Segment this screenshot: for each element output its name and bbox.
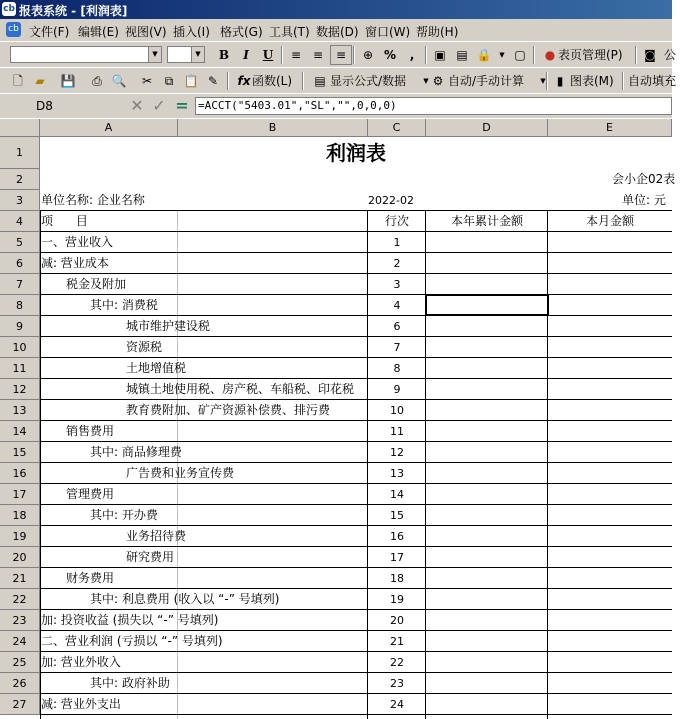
function-button[interactable]: 函数(L)	[252, 74, 293, 88]
ytd-amount-cell[interactable]	[426, 358, 548, 379]
ytd-amount-cell[interactable]	[426, 442, 548, 463]
line-number: 2	[393, 257, 401, 270]
line-number: 15	[390, 509, 404, 522]
align-center-icon[interactable]: ≡	[312, 48, 324, 62]
month-amount-cell[interactable]	[548, 673, 672, 694]
row-header[interactable]: 17	[0, 484, 40, 505]
row-header[interactable]: 25	[0, 652, 40, 673]
table-border	[40, 483, 672, 484]
ytd-amount-cell[interactable]	[426, 526, 548, 547]
currency-icon[interactable]: ⊕	[362, 48, 374, 62]
ytd-amount-cell[interactable]	[426, 337, 548, 358]
unit-underline	[40, 210, 178, 211]
ytd-amount-cell[interactable]	[426, 610, 548, 631]
month-amount-cell[interactable]	[548, 610, 672, 631]
separator	[227, 72, 229, 90]
header-item: 项 目	[41, 214, 88, 228]
row-header[interactable]: 1	[0, 137, 40, 169]
copy-icon[interactable]: ⧉	[164, 74, 174, 88]
column-header-b[interactable]: B	[178, 119, 368, 137]
row-header[interactable]: 19	[0, 526, 40, 547]
month-amount-cell[interactable]	[548, 484, 672, 505]
line-number: 23	[390, 677, 404, 690]
row-header[interactable]: 26	[0, 673, 40, 694]
line-number: 7	[393, 341, 401, 354]
ytd-amount-cell[interactable]	[426, 694, 548, 715]
item-label: 管理费用	[66, 487, 115, 501]
item-label: 研究费用	[126, 550, 175, 564]
cell-reference[interactable]: D8	[36, 99, 53, 113]
header-line-no: 行次	[384, 214, 409, 228]
separator	[546, 72, 548, 90]
camera-icon[interactable]: ◙	[644, 48, 656, 62]
menu-data[interactable]: 数据(D)	[316, 25, 359, 39]
item-label: 资源税	[126, 340, 163, 354]
line-number: 4	[393, 299, 401, 312]
font-name-combo[interactable]	[10, 46, 162, 63]
column-header-d[interactable]: D	[426, 119, 548, 137]
row-header[interactable]: 2	[0, 169, 40, 190]
grid-icon[interactable]: ▤	[456, 48, 468, 62]
item-label: 二、营业利润 (亏损以 “-” 号填列)	[41, 634, 223, 648]
format-toolbar	[0, 41, 676, 68]
line-number: 9	[393, 383, 401, 396]
ytd-amount-cell[interactable]	[426, 316, 548, 337]
ytd-amount-cell[interactable]	[426, 631, 548, 652]
month-amount-cell[interactable]	[548, 232, 672, 253]
table-border	[425, 210, 426, 719]
table-border	[40, 588, 672, 589]
line-number: 17	[390, 551, 404, 564]
paste-icon[interactable]: 📋	[183, 74, 199, 88]
month-amount-cell[interactable]	[548, 526, 672, 547]
item-label: 城市维护建设税	[126, 319, 211, 333]
row-header[interactable]: 22	[0, 589, 40, 610]
save-icon[interactable]: 💾	[60, 74, 76, 88]
column-header-e[interactable]: E	[548, 119, 672, 137]
menu-help[interactable]: 帮助(H)	[416, 25, 459, 39]
table-border	[40, 567, 672, 568]
line-number: 21	[390, 635, 404, 648]
line-number: 16	[390, 530, 404, 543]
table-border	[40, 399, 672, 400]
select-all-corner[interactable]	[0, 119, 40, 137]
window-icon[interactable]: ▢	[514, 48, 526, 62]
currency-unit: 单位: 元	[622, 193, 666, 207]
line-number: 20	[390, 614, 404, 627]
separator	[622, 72, 624, 90]
table-border	[40, 714, 672, 715]
line-number: 24	[390, 698, 404, 711]
row-header[interactable]: 5	[0, 232, 40, 253]
item-label: 加: 投资收益 (损失以 “-” 号填列)	[41, 613, 219, 627]
month-amount-cell[interactable]	[548, 358, 672, 379]
item-label: 财务费用	[66, 571, 115, 585]
spreadsheet-grid[interactable]	[0, 119, 676, 719]
item-label: 其中: 开办费	[90, 508, 158, 522]
align-right-icon[interactable]: ≡	[330, 45, 352, 65]
menu-format[interactable]: 格式(G)	[220, 25, 263, 39]
row-header[interactable]: 8	[0, 295, 40, 316]
month-amount-cell[interactable]	[548, 694, 672, 715]
separator	[635, 46, 637, 64]
item-label: 广告费和业务宣传费	[126, 466, 235, 480]
ytd-amount-cell[interactable]	[426, 505, 548, 526]
month-amount-cell[interactable]	[548, 316, 672, 337]
menu-edit[interactable]: 编辑(E)	[78, 25, 119, 39]
ytd-amount-cell[interactable]	[426, 463, 548, 484]
table-border	[547, 210, 548, 719]
item-label: 其中: 消费税	[90, 298, 158, 312]
menu-window[interactable]: 窗口(W)	[365, 25, 411, 39]
table-border	[40, 651, 672, 652]
ytd-amount-cell[interactable]	[426, 274, 548, 295]
row-header[interactable]: 18	[0, 505, 40, 526]
month-amount-cell[interactable]	[548, 589, 672, 610]
row-header[interactable]: 4	[0, 211, 40, 232]
table-border	[40, 378, 672, 379]
row-header[interactable]: 21	[0, 568, 40, 589]
line-number: 14	[390, 488, 404, 501]
item-label: 一、营业收入	[41, 235, 114, 249]
window-titlebar	[0, 0, 672, 19]
column-header-a[interactable]: A	[40, 119, 178, 137]
row-header[interactable]: 3	[0, 190, 40, 211]
line-number: 11	[390, 425, 404, 438]
table-border	[367, 210, 368, 719]
row-header[interactable]: 24	[0, 631, 40, 652]
line-number: 13	[390, 467, 404, 480]
line-number: 8	[393, 362, 401, 375]
table-border	[40, 504, 672, 505]
separator	[425, 46, 427, 64]
table-border	[40, 525, 672, 526]
month-amount-cell[interactable]	[548, 463, 672, 484]
print-preview-icon[interactable]: 🔍	[111, 74, 127, 88]
row-header[interactable]: 13	[0, 400, 40, 421]
standard-toolbar	[0, 67, 677, 94]
report-title: 利润表	[326, 141, 386, 165]
calc-icon[interactable]: ⚙	[432, 74, 444, 88]
formula-bar	[0, 93, 672, 118]
row-header[interactable]: 27	[0, 694, 40, 715]
item-label: 业务招待费	[126, 529, 187, 543]
separator	[281, 46, 283, 64]
item-label: 其中: 政府补助	[90, 676, 170, 690]
item-label: 减: 营业外支出	[41, 697, 121, 711]
row-header[interactable]: 16	[0, 463, 40, 484]
line-number: 22	[390, 656, 404, 669]
month-amount-cell[interactable]	[548, 295, 672, 316]
line-number: 19	[390, 593, 404, 606]
menu-file[interactable]: 文件(F)	[29, 25, 70, 39]
month-amount-cell[interactable]	[548, 631, 672, 652]
ytd-amount-cell[interactable]	[426, 232, 548, 253]
header-month: 本月金额	[585, 214, 634, 228]
font-size-combo[interactable]	[167, 46, 205, 63]
chevron-down-icon[interactable]: ▼	[540, 77, 546, 85]
table-border	[40, 252, 672, 253]
app-icon: cb	[3, 4, 15, 14]
table-border	[40, 462, 672, 463]
open-folder-icon[interactable]: ▰	[35, 74, 45, 88]
thousands-button[interactable]: ,	[409, 48, 415, 62]
item-label: 其中: 利息费用 (收入以 “-” 号填列)	[90, 592, 280, 606]
menu-insert[interactable]: 插入(I)	[173, 25, 210, 39]
report-period: 2022-02	[368, 194, 414, 207]
function-icon[interactable]: fx	[237, 74, 251, 88]
italic-button[interactable]: I	[243, 48, 249, 62]
auto-calc-button[interactable]: 自动/手动计算	[448, 74, 525, 88]
menu-tools[interactable]: 工具(T)	[269, 25, 310, 39]
separator	[353, 46, 355, 64]
month-amount-cell[interactable]	[548, 253, 672, 274]
table-border	[40, 210, 41, 719]
item-label: 减: 营业成本	[41, 256, 109, 270]
lock-icon[interactable]: 🔒	[476, 48, 492, 62]
row-header[interactable]: 10	[0, 337, 40, 358]
row-header[interactable]: 11	[0, 358, 40, 379]
item-label: 加: 营业外收入	[41, 655, 121, 669]
item-label: 其中: 商品修理费	[90, 445, 182, 459]
header-ytd: 本年累计金额	[450, 214, 523, 228]
row-header[interactable]: 20	[0, 547, 40, 568]
chevron-down-icon[interactable]: ▼	[423, 77, 429, 85]
extra-button[interactable]: 公	[663, 48, 676, 62]
line-number: 12	[390, 446, 404, 459]
column-header-c[interactable]: C	[368, 119, 426, 137]
selected-cell-d8[interactable]	[425, 294, 549, 316]
item-label: 土地增值税	[126, 361, 187, 375]
item-label: 城镇土地使用税、房产税、车船税、印花税	[126, 382, 355, 396]
chevron-down-icon[interactable]: ▼	[499, 51, 505, 59]
chart-button[interactable]: 图表(M)	[570, 74, 614, 88]
month-amount-cell[interactable]	[548, 568, 672, 589]
item-label: 税金及附加	[66, 277, 127, 291]
unit-name: 单位名称: 企业名称	[41, 193, 145, 207]
separator	[302, 72, 304, 90]
line-number: 1	[393, 236, 401, 249]
table-border	[40, 420, 672, 421]
table-border	[40, 693, 672, 694]
ytd-amount-cell[interactable]	[426, 568, 548, 589]
separator	[533, 46, 535, 64]
align-left-icon[interactable]: ≡	[290, 48, 302, 62]
ytd-amount-cell[interactable]	[426, 379, 548, 400]
month-amount-cell[interactable]	[548, 421, 672, 442]
month-amount-cell[interactable]	[548, 400, 672, 421]
row-header[interactable]: 15	[0, 442, 40, 463]
auto-fill-button[interactable]: 自动填充	[628, 74, 677, 88]
line-number: 10	[390, 404, 404, 417]
table-border	[40, 315, 672, 316]
row-header[interactable]: 23	[0, 610, 40, 631]
row-header[interactable]: 9	[0, 316, 40, 337]
confirm-icon[interactable]: ✓	[152, 96, 166, 115]
print-icon[interactable]: ⎙	[92, 74, 102, 88]
line-number: 6	[393, 320, 401, 333]
table-border	[40, 546, 672, 547]
new-file-icon[interactable]: 🗋	[13, 74, 23, 88]
table-border	[40, 630, 672, 631]
month-amount-cell[interactable]	[548, 442, 672, 463]
ytd-amount-cell[interactable]	[426, 547, 548, 568]
document-icon[interactable]: cb	[6, 22, 21, 37]
month-amount-cell[interactable]	[548, 505, 672, 526]
formula-input[interactable]: =ACCT("5403.01","SL","",0,0,0)	[195, 97, 672, 115]
item-label: 教育费附加、矿产资源补偿费、排污费	[126, 403, 331, 417]
page-manage-button[interactable]: 表页管理(P)	[558, 48, 623, 62]
border-icon[interactable]: ▣	[434, 48, 446, 62]
table-border	[40, 336, 672, 337]
page-manage-icon[interactable]: ●	[544, 48, 556, 62]
chart-icon[interactable]: ▮	[556, 74, 564, 88]
line-number: 18	[390, 572, 404, 585]
format-painter-icon[interactable]: ✎	[207, 74, 219, 88]
bold-button[interactable]: B	[218, 48, 230, 62]
ytd-amount-cell[interactable]	[426, 652, 548, 673]
table-border	[40, 273, 672, 274]
menu-bar	[0, 19, 672, 41]
month-amount-cell[interactable]	[548, 274, 672, 295]
underline-button[interactable]: U	[262, 48, 274, 62]
row-header[interactable]: 6	[0, 253, 40, 274]
cancel-icon[interactable]: ✕	[130, 96, 144, 115]
month-amount-cell[interactable]	[548, 337, 672, 358]
window-title: 报表系统 - [利润表]	[19, 4, 128, 18]
row-header[interactable]: 12	[0, 379, 40, 400]
table-border	[40, 231, 672, 232]
table-border	[40, 672, 672, 673]
row-header[interactable]: 7	[0, 274, 40, 295]
table-border	[40, 357, 672, 358]
chevron-down-icon[interactable]: ▼	[148, 47, 161, 62]
ytd-amount-cell[interactable]	[426, 484, 548, 505]
formula-view-icon[interactable]: ▤	[314, 74, 326, 88]
month-amount-cell[interactable]	[548, 379, 672, 400]
menu-view[interactable]: 视图(V)	[125, 25, 167, 39]
line-number: 3	[393, 278, 401, 291]
month-amount-cell[interactable]	[548, 547, 672, 568]
item-label: 销售费用	[66, 424, 115, 438]
month-amount-cell[interactable]	[548, 652, 672, 673]
equals-icon[interactable]: =	[175, 96, 189, 115]
row-header[interactable]: 14	[0, 421, 40, 442]
ytd-amount-cell[interactable]	[426, 253, 548, 274]
ytd-amount-cell[interactable]	[426, 400, 548, 421]
form-code: 会小企02表	[612, 172, 676, 186]
show-formula-button[interactable]: 显示公式/数据	[330, 74, 407, 88]
ytd-amount-cell[interactable]	[426, 589, 548, 610]
chevron-down-icon[interactable]: ▼	[191, 47, 204, 62]
percent-button[interactable]: %	[383, 48, 397, 62]
table-border	[40, 294, 672, 295]
ytd-amount-cell[interactable]	[426, 421, 548, 442]
table-border	[40, 441, 672, 442]
table-border	[40, 609, 672, 610]
cut-icon[interactable]: ✂	[141, 74, 153, 88]
ytd-amount-cell[interactable]	[426, 673, 548, 694]
